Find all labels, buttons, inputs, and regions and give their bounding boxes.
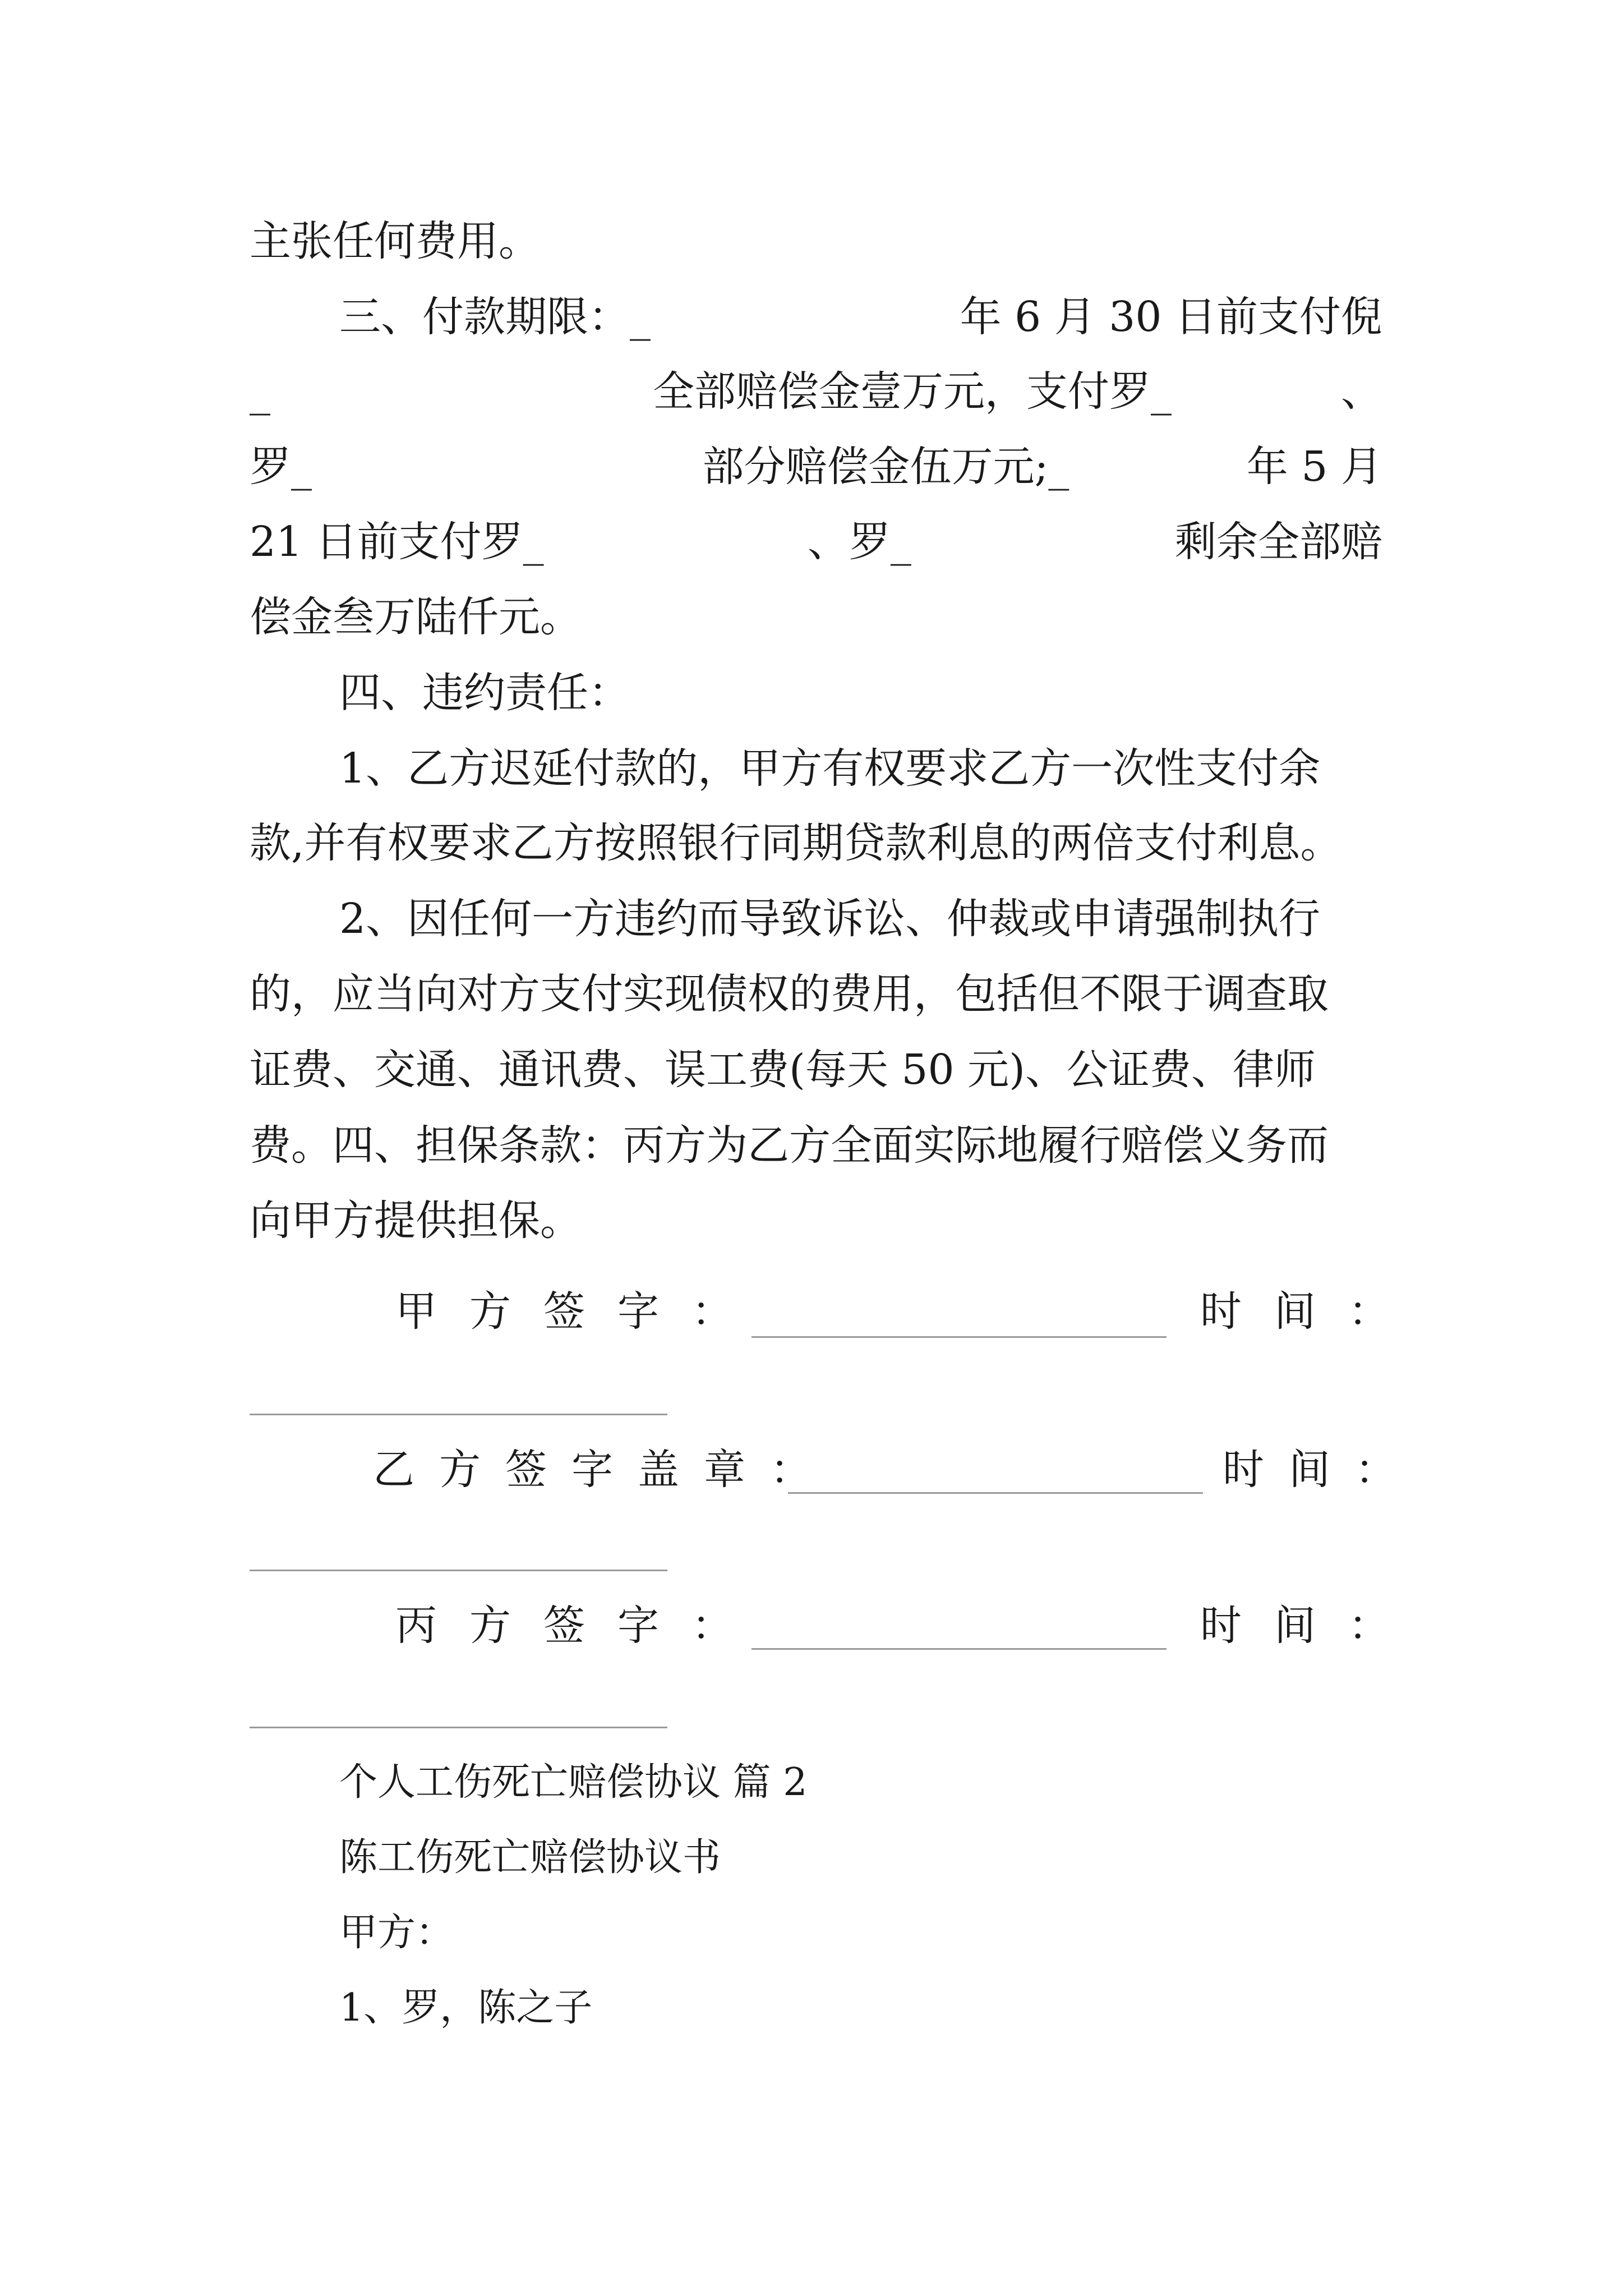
text-line-10: 2、因任何一方违约而导致诉讼、仲裁或申请强制执行	[339, 895, 1321, 943]
party-c-time-line	[250, 1727, 667, 1728]
party-a-time-line	[250, 1414, 667, 1415]
payment-line-3c: 、	[1341, 367, 1382, 416]
party-b-signature-line	[788, 1492, 1203, 1494]
party-b-signature-label: 乙方签字盖章：	[373, 1446, 836, 1494]
text-line-11: 的，应当向对方支付实现债权的费用，包括但不限于调查取	[250, 970, 1329, 1018]
party-b-time-line	[250, 1570, 667, 1571]
payment-term-date: 年 6 月 30 日前支付倪	[960, 293, 1382, 341]
payment-term-line	[250, 289, 1382, 345]
text-line-4	[250, 439, 1382, 495]
party-a-signature-line	[751, 1336, 1166, 1338]
party-b-time-label: 时间：	[1223, 1446, 1421, 1494]
party-a-item-1: 1、罗，陈之子	[339, 1986, 593, 2030]
payment-term-label: 三、付款期限：_	[339, 293, 651, 341]
party-c-signature-label: 丙方签字：	[395, 1602, 766, 1650]
payment-line-4b: 部分赔偿金伍万元;_	[702, 443, 1069, 491]
payment-line-5a: 21 日前支付罗_	[250, 518, 544, 566]
payment-line-5b: 、罗_	[807, 518, 911, 566]
payment-line-3b: 全部赔偿金壹万元，支付罗_	[653, 367, 1172, 416]
text-line-13: 费。四、担保条款：丙方为乙方全面实际地履行赔偿义务而	[250, 1121, 1329, 1170]
party-a-time-label: 时间：	[1200, 1287, 1422, 1336]
payment-line-4c: 年 5 月	[1246, 443, 1382, 491]
text-line-3	[250, 364, 1382, 420]
text-line-14: 向甲方提供担保。	[250, 1197, 582, 1245]
text-line-9: 款,并有权要求乙方按照银行同期贷款利息的两倍支付利息。	[250, 819, 1342, 867]
text-line-6: 偿金叁万陆仟元。	[250, 593, 582, 641]
blank-1: _	[250, 367, 270, 416]
party-a-signature-label: 甲方签字：	[395, 1287, 766, 1336]
text-line-5	[250, 514, 1382, 570]
text-line-8: 1、乙方迟延付款的，甲方有权要求乙方一次性支付余	[339, 744, 1321, 793]
text-line-12: 证费、交通、通讯费、误工费(每天 50 元)、公证费、律师	[250, 1046, 1316, 1094]
payment-line-4a: 罗_	[250, 443, 312, 491]
party-c-time-label: 时间：	[1200, 1602, 1422, 1650]
section-breach-heading: 四、违约责任：	[339, 669, 630, 717]
text-line-1: 主张任何费用。	[250, 217, 540, 265]
payment-line-5c: 剩余全部赔	[1175, 518, 1382, 566]
section-2-heading: 个人工伤死亡赔偿协议 篇 2	[339, 1760, 808, 1805]
party-a-heading: 甲方：	[339, 1911, 454, 1955]
agreement-title: 陈工伤死亡赔偿协议书	[339, 1835, 721, 1880]
party-c-signature-line	[751, 1648, 1166, 1650]
